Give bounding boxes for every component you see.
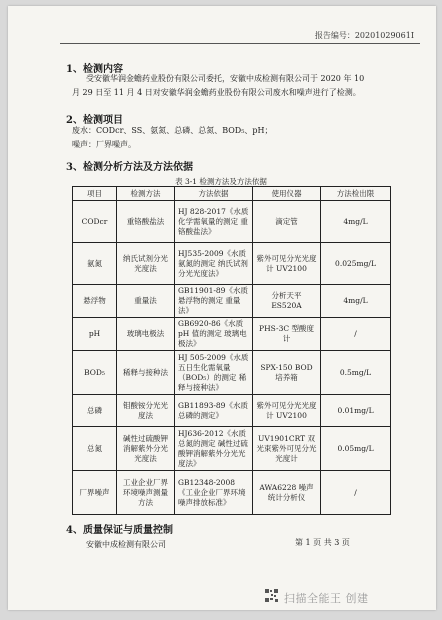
cell-basis: GB6920-86《水质 pH 值的测定 玻璃电极法》 [175, 318, 253, 351]
header-limit: 方法检出限 [321, 187, 391, 201]
cell-instrument: UV1901CRT 双光束紫外可见分光光度计 [253, 427, 321, 471]
table-header-row [73, 187, 391, 201]
cell-instrument: SPX-150 BOD 培养箱 [253, 351, 321, 395]
cell-instrument: 滴定管 [253, 201, 321, 243]
cell-instrument: 分析天平 ES520A [253, 285, 321, 318]
report-number: 报告编号：20201029061I [314, 31, 414, 40]
qr-code-icon [265, 589, 278, 602]
header-method: 检测方法 [117, 187, 175, 201]
cell-basis: GB11901-89《水质 悬浮物的测定 重量法》 [175, 285, 253, 318]
table-row [73, 201, 391, 243]
cell-limit: 4mg/L [321, 201, 391, 243]
cell-instrument: 紫外可见分光光度计 UV2100 [253, 395, 321, 427]
footer-page-number: 第 1 页 共 3 页 [295, 538, 350, 547]
cell-instrument: AWA6228 噪声统计分析仪 [253, 471, 321, 515]
cell-basis: GB12348-2008《工业企业厂界环境噪声排放标准》 [175, 471, 253, 515]
table-row [73, 351, 391, 395]
cell-limit: 0.01mg/L [321, 395, 391, 427]
cell-limit: / [321, 471, 391, 515]
cell-limit: 0.05mg/L [321, 427, 391, 471]
section-2-line-1: 废水：CODcr、SS、氨氮、总磷、总氮、BOD₅、pH； [72, 126, 273, 135]
cell-item: 悬浮物 [73, 285, 117, 318]
table-row [73, 427, 391, 471]
cell-item: BOD₅ [73, 351, 117, 395]
cell-method: 重铬酸盐法 [117, 201, 175, 243]
cell-item: 厂界噪声 [73, 471, 117, 515]
table-row [73, 395, 391, 427]
methods-table [72, 186, 391, 515]
header-rule [60, 43, 420, 44]
section-1-title: 1、检测内容 [66, 64, 123, 75]
cell-method: 纳氏试剂分光光度法 [117, 243, 175, 285]
section-2-line-2: 噪声：厂界噪声。 [72, 140, 136, 149]
cell-item: 氨氮 [73, 243, 117, 285]
cell-instrument: PHS-3C 型酸度计 [253, 318, 321, 351]
header-item: 项目 [73, 187, 117, 201]
table-row [73, 318, 391, 351]
cell-item: 总磷 [73, 395, 117, 427]
header-basis: 方法依据 [175, 187, 253, 201]
section-3-title: 3、检测分析方法及方法依据 [66, 162, 193, 173]
cell-limit: 0.5mg/L [321, 351, 391, 395]
table-caption: 表 3-1 检测方法及方法依据 [175, 177, 267, 186]
cell-limit: / [321, 318, 391, 351]
section-1-text: 受安徽华润金蟾药业股份有限公司委托，安徽中成检测有限公司于 2020 年 10 月 29 日至 11 月 4 日对安徽华润金蟾药业股份有限公司废水和噪声进行了检测。 [72, 74, 365, 97]
section-4-title: 4、质量保证与质量控制 [66, 525, 173, 536]
cell-basis: HJ636-2012《水质 总氮的测定 碱性过硫酸钾消解紫外分光光度法》 [175, 427, 253, 471]
cell-basis: GB11893-89《水质 总磷的测定》 [175, 395, 253, 427]
table-row [73, 243, 391, 285]
section-2-title: 2、检测项目 [66, 115, 123, 126]
table-row [73, 285, 391, 318]
cell-method: 碱性过硫酸钾消解紫外分光光度法 [117, 427, 175, 471]
cell-basis: HJ535-2009《水质 氨氮的测定 纳氏试剂分光光度法》 [175, 243, 253, 285]
cell-limit: 4mg/L [321, 285, 391, 318]
header-instrument: 使用仪器 [253, 187, 321, 201]
cell-limit: 0.025mg/L [321, 243, 391, 285]
cell-item: 总氮 [73, 427, 117, 471]
cell-basis: HJ 505-2009《水质 五日生化需氧量（BOD₅）的测定 稀释与接种法》 [175, 351, 253, 395]
cell-method: 重量法 [117, 285, 175, 318]
footer-company: 安徽中成检测有限公司 [86, 540, 166, 549]
cell-method: 稀释与接种法 [117, 351, 175, 395]
cell-basis: HJ 828-2017《水质 化学需氧量的测定 重铬酸盐法》 [175, 201, 253, 243]
cell-method: 工业企业厂界环境噪声测量方法 [117, 471, 175, 515]
cell-item: pH [73, 318, 117, 351]
scanner-watermark: 扫描全能王 创建 [284, 592, 369, 605]
cell-method: 玻璃电极法 [117, 318, 175, 351]
cell-item: CODcr [73, 201, 117, 243]
cell-instrument: 紫外可见分光光度计 UV2100 [253, 243, 321, 285]
table-row [73, 471, 391, 515]
cell-method: 钼酸铵分光光度法 [117, 395, 175, 427]
